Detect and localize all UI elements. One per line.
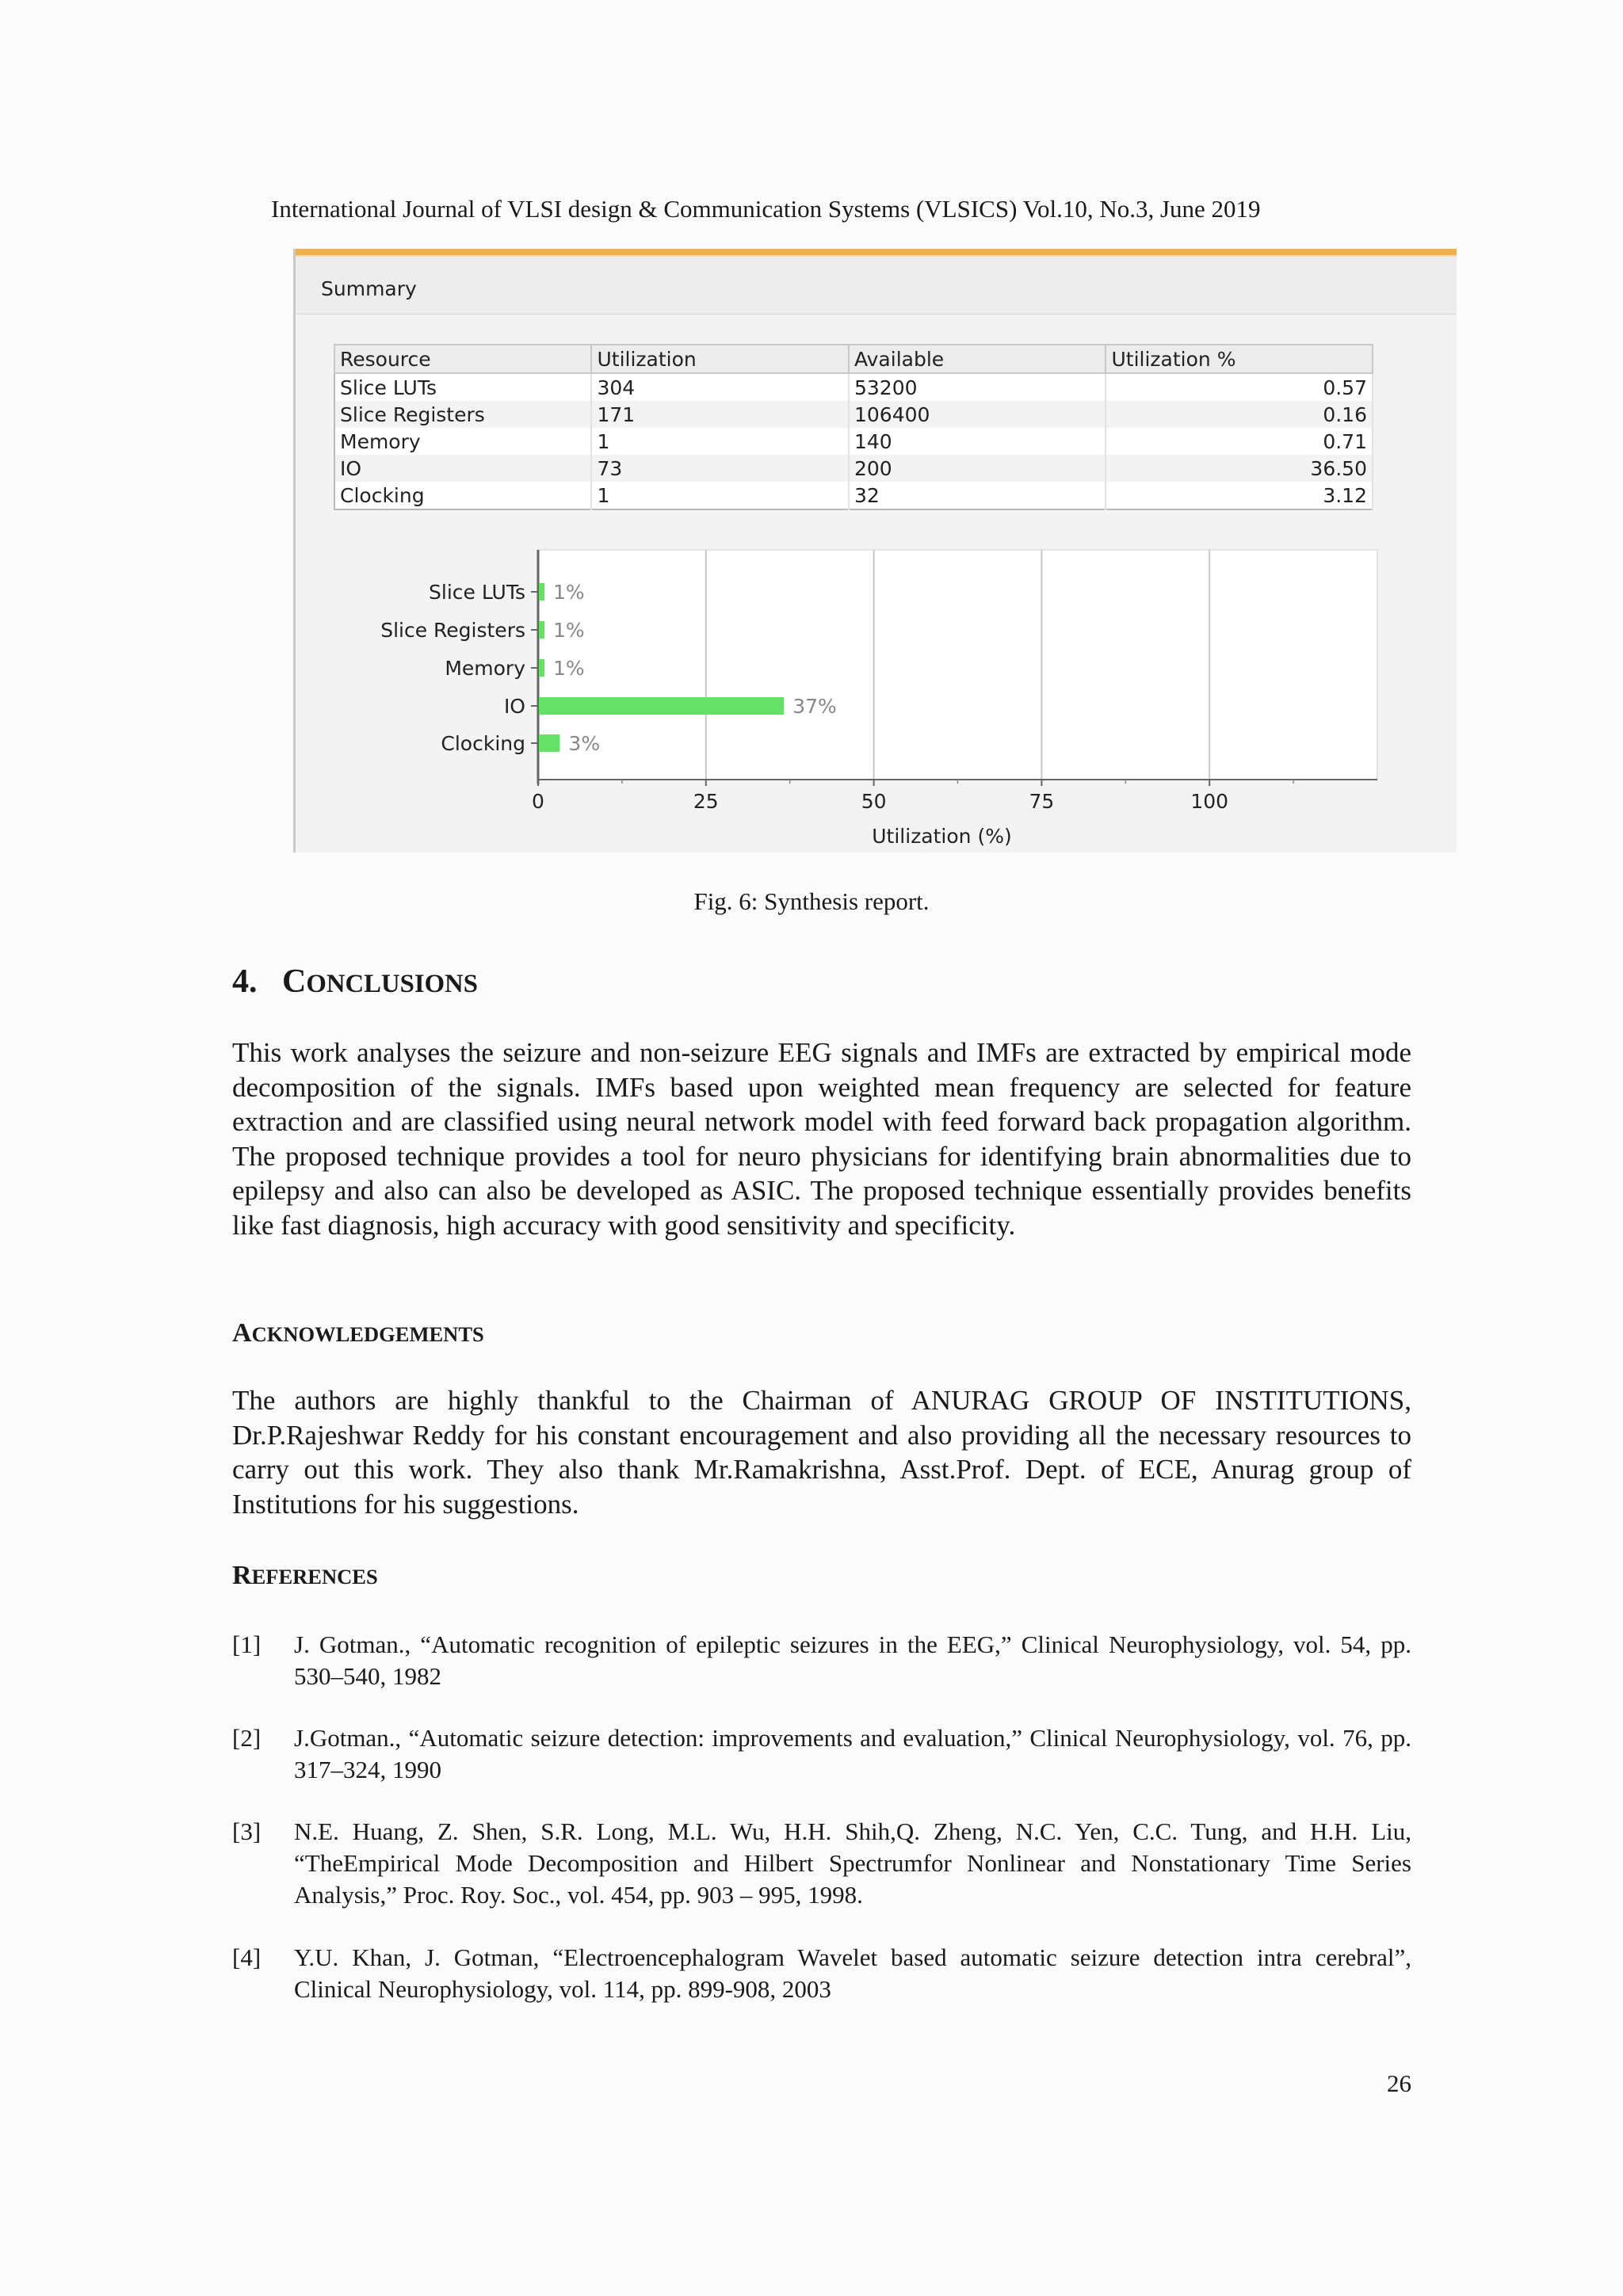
table-cell: 0.57 bbox=[1106, 373, 1373, 401]
chart-bar bbox=[539, 659, 544, 677]
table-cell: 106400 bbox=[849, 401, 1106, 428]
table-cell: 36.50 bbox=[1106, 455, 1373, 482]
chart-x-tick-label: 75 bbox=[1029, 790, 1055, 813]
figure-caption: Fig. 6: Synthesis report. bbox=[693, 887, 930, 915]
chart-bar bbox=[539, 621, 544, 639]
table-cell: 140 bbox=[849, 428, 1106, 455]
column-header-resource: Resource bbox=[334, 345, 591, 373]
synthesis-report-figure bbox=[293, 249, 1457, 852]
running-header: International Journal of VLSI design & Communication Systems (VLSICS) Vol.10, No.3, June 2019 bbox=[271, 195, 1261, 223]
table-cell: 1 bbox=[591, 428, 849, 455]
heading-initial: A bbox=[232, 1318, 252, 1348]
chart-x-tick-label: 0 bbox=[532, 790, 544, 813]
chart-data-label: 37% bbox=[792, 695, 837, 718]
chart-data-label: 1% bbox=[553, 581, 585, 604]
section-title-rest: ONCLUSIONS bbox=[306, 970, 478, 998]
chart-data-label: 3% bbox=[568, 732, 601, 755]
table-cell: 0.71 bbox=[1106, 428, 1373, 455]
chart-data-label: 1% bbox=[553, 657, 585, 680]
reference-text: Y.U. Khan, J. Gotman, “Electroencephalogram Wavelet based automatic seizure detection intra cerebral”, Clinical Neurophysiology, vol. 114, pp. 899-908, 2003 bbox=[294, 1943, 1411, 2003]
chart-x-tick-label: 50 bbox=[861, 790, 887, 813]
table-cell: Clocking bbox=[334, 482, 591, 509]
table-cell: 3.12 bbox=[1106, 482, 1373, 509]
chart-category-label: Slice Registers bbox=[380, 619, 525, 642]
chart-x-tick-label: 25 bbox=[693, 790, 719, 813]
chart-plot-area bbox=[538, 550, 1377, 780]
chart-x-tick-label: 100 bbox=[1190, 790, 1229, 813]
table-cell: 171 bbox=[591, 401, 849, 428]
table-cell: Slice Registers bbox=[334, 401, 591, 428]
table-cell: Memory bbox=[334, 428, 591, 455]
table-cell: 304 bbox=[591, 373, 849, 401]
table-cell: 32 bbox=[849, 482, 1106, 509]
section-heading-conclusions bbox=[232, 963, 478, 1001]
chart-data-label: 1% bbox=[553, 619, 585, 642]
reference-number: [4] bbox=[232, 1943, 262, 1971]
table-cell: 0.16 bbox=[1106, 401, 1373, 428]
column-header-available: Available bbox=[849, 345, 1106, 373]
table-cell: 200 bbox=[849, 455, 1106, 482]
chart-bar bbox=[539, 583, 544, 601]
table-cell: 73 bbox=[591, 455, 849, 482]
reference-text: N.E. Huang, Z. Shen, S.R. Long, M.L. Wu, H.H. Shih,Q. Zheng, N.C. Yen, C.C. Tung, and H.H. Liu, “TheEmpirical Mode Decomposition and Hilbert Spectrumfor Nonlinear and Nonstationary Time Series Analysis,” Proc. Roy. Soc., vol. 454, pp. 903 – 995, 1998. bbox=[294, 1817, 1411, 1909]
acknowledgements-paragraph: The authors are highly thankful to the Chairman of ANURAG GROUP OF INSTITUTIONS, Dr.P.Rajeshwar Reddy for his constant encouragement and also providing all the necessary resources to carry out this work. They also thank Mr.Ramakrishna, Asst.Prof. Dept. of ECE, Anurag group of Institutions for his suggestions. bbox=[232, 1385, 1411, 1520]
reference-item bbox=[232, 1629, 1411, 1692]
chart-x-axis-label: Utilization (%) bbox=[872, 825, 1012, 848]
chart-bar bbox=[539, 697, 784, 715]
utilization-bar-chart bbox=[296, 249, 1457, 852]
table-cell: 53200 bbox=[849, 373, 1106, 401]
column-header-utilization: Utilization bbox=[591, 345, 849, 373]
reference-item bbox=[232, 1722, 1411, 1786]
section-title-initial: C bbox=[282, 963, 307, 1000]
reference-item bbox=[232, 1942, 1411, 2005]
page-number: 26 bbox=[1387, 2069, 1411, 2097]
chart-category-label: Clocking bbox=[441, 732, 525, 755]
heading-rest: EFERENCES bbox=[251, 1565, 378, 1589]
chart-category-label: Memory bbox=[445, 657, 525, 680]
acknowledgements-heading bbox=[232, 1318, 484, 1348]
table-cell: Slice LUTs bbox=[334, 373, 591, 401]
heading-rest: CKNOWLEDGEMENTS bbox=[251, 1322, 484, 1346]
table-cell: 1 bbox=[591, 482, 849, 509]
reference-number: [3] bbox=[232, 1817, 262, 1845]
reference-text: J. Gotman., “Automatic recognition of epileptic seizures in the EEG,” Clinical Neurophysiology, vol. 54, pp. 530–540, 1982 bbox=[294, 1630, 1411, 1690]
heading-initial: R bbox=[232, 1561, 252, 1590]
table-cell: IO bbox=[334, 455, 591, 482]
reference-number: [1] bbox=[232, 1630, 262, 1658]
conclusions-paragraph: This work analyses the seizure and non-seizure EEG signals and IMFs are extracted by empirical mode decomposition of the signals. IMFs based upon weighted mean frequency are selected for feature extraction and are classified using neural network model with feed forward back propagation algorithm. The proposed technique provides a tool for neuro physicians for identifying brain abnormalities due to epilepsy and also can also be developed as ASIC. The proposed technique essentially provides benefits like fast diagnosis, high accuracy with good sensitivity and specificity. bbox=[232, 1037, 1411, 1241]
chart-bar bbox=[539, 734, 559, 752]
summary-title: Summary bbox=[321, 277, 417, 300]
chart-category-label: Slice LUTs bbox=[429, 581, 525, 604]
column-header-utilization-percent: Utilization % bbox=[1106, 345, 1373, 373]
section-number: 4. bbox=[232, 963, 258, 1000]
reference-number: [2] bbox=[232, 1724, 262, 1752]
chart-category-label: IO bbox=[503, 695, 525, 718]
references-heading bbox=[232, 1561, 378, 1591]
reference-text: J.Gotman., “Automatic seizure detection: improvements and evaluation,” Clinical Neurophysiology, vol. 76, pp. 317–324, 1990 bbox=[294, 1724, 1411, 1783]
reference-item bbox=[232, 1816, 1411, 1911]
